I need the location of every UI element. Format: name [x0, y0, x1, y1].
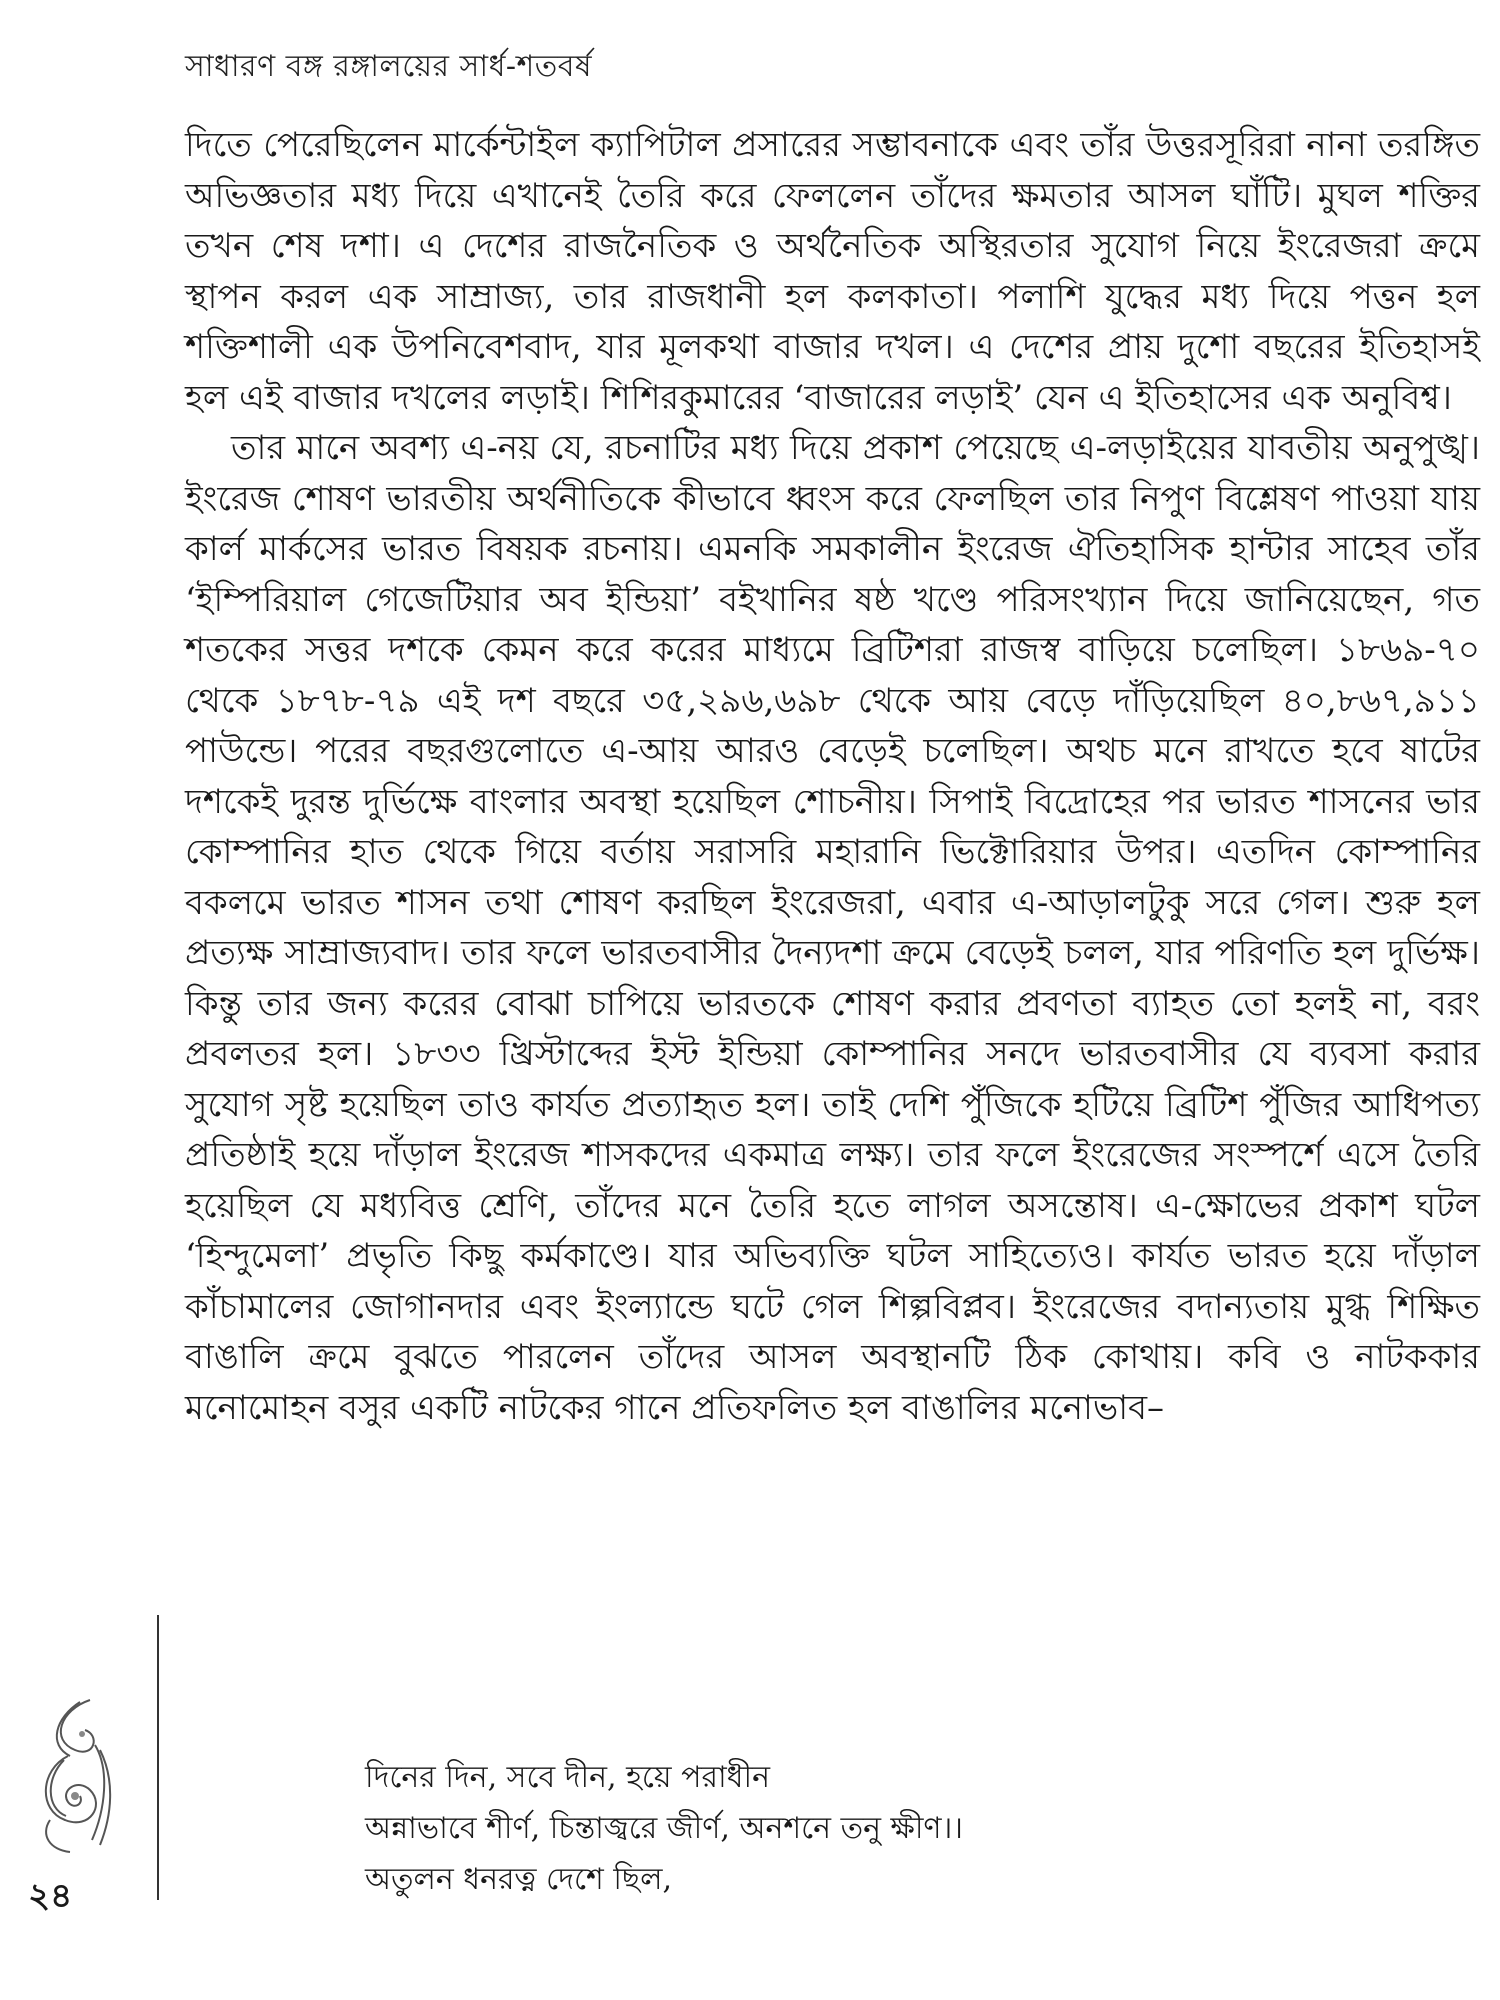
body-text	[185, 120, 1480, 1433]
verse-quote	[365, 1752, 963, 1905]
decorative-swirl-icon	[20, 1690, 120, 1860]
verse-line-3: অতুলন ধনরত্ন দেশে ছিল,	[365, 1862, 672, 1897]
paragraph-1: দিতে পেরেছিলেন মার্কেন্টাইল ক্যাপিটাল প্রসারের সম্ভাবনাকে এবং তাঁর উত্তরসূরিরা নানা তরঙ্গিত অভিজ্ঞতার মধ্য দিয়ে এখানেই তৈরি করে ফেললেন তাঁদের ক্ষমতার আসল ঘাঁটি। মুঘল শক্তির তখন শেষ দশা। এ দেশের রাজনৈতিক ও অর্থনৈতিক অস্থিরতার সুযোগ নিয়ে ইংরেজরা ক্রমে স্থাপন করল এক সাম্রাজ্য, তার রাজধানী হল কলকাতা। পলাশি যুদ্ধের মধ্য দিয়ে পত্তন হল শক্তিশালী এক উপনিবেশবাদ, যার মূলকথা বাজার দখল। এ দেশের প্রায় দুশো বছরের ইতিহাসই হল এই বাজার দখলের লড়াই। শিশিরকুমারের ‘বাজারের লড়াই’ যেন এ ইতিহাসের এক অনুবিশ্ব।	[185, 125, 1480, 418]
margin-rule	[157, 1615, 159, 1900]
paragraph-2: তার মানে অবশ্য এ-নয় যে, রচনাটির মধ্য দিয়ে প্রকাশ পেয়েছে এ-লড়াইয়ের যাবতীয় অনুপুঙ্খ। ইংরেজ শোষণ ভারতীয় অর্থনীতিকে কীভাবে ধ্বংস করে ফেলছিল তার নিপুণ বিশ্লেষণ পাওয়া যায় কার্ল মার্কসের ভারত বিষয়ক রচনায়। এমনকি সমকালীন ইংরেজ ঐতিহাসিক হান্টার সাহেব তাঁর ‘ইম্পিরিয়াল গেজেটিয়ার অব ইন্ডিয়া’ বইখানির ষষ্ঠ খণ্ডে পরিসংখ্যান দিয়ে জানিয়েছেন, গত শতকের সত্তর দশকে কেমন করে করের মাধ্যমে ব্রিটিশরা রাজস্ব বাড়িয়ে চলেছিল। ১৮৬৯-৭০ থেকে ১৮৭৮-৭৯ এই দশ বছরে ৩৫,২৯৬,৬৯৮ থেকে আয় বেড়ে দাঁড়িয়েছিল ৪০,৮৬৭,৯১১ পাউন্ডে। পরের বছরগুলোতে এ-আয় আরও বেড়েই চলেছিল। অথচ মনে রাখতে হবে ষাটের দশকেই দুরন্ত দুর্ভিক্ষে বাংলার অবস্থা হয়েছিল শোচনীয়। সিপাই বিদ্রোহের পর ভারত শাসনের ভার কোম্পানির হাত থেকে গিয়ে বর্তায় সরাসরি মহারানি ভিক্টোরিয়ার উপর। এতদিন কোম্পানির বকলমে ভারত শাসন তথা শোষণ করছিল ইংরেজরা, এবার এ-আড়ালটুকু সরে গেল। শুরু হল প্রত্যক্ষ সাম্রাজ্যবাদ। তার ফলে ভারতবাসীর দৈন্যদশা ক্রমে বেড়েই চলল, যার পরিণতি হল দুর্ভিক্ষ। কিন্তু তার জন্য করের বোঝা চাপিয়ে ভারতকে শোষণ করার প্রবণতা ব্যাহত তো হলই না, বরং প্রবলতর হল। ১৮৩৩ খ্রিস্টাব্দের ইস্ট ইন্ডিয়া কোম্পানির সনদে ভারতবাসীর যে ব্যবসা করার সুযোগ সৃষ্ট হয়েছিল তাও কার্যত প্রত্যাহৃত হল। তাই দেশি পুঁজিকে হটিয়ে ব্রিটিশ পুঁজির আধিপত্য প্রতিষ্ঠাই হয়ে দাঁড়াল ইংরেজ শাসকদের একমাত্র লক্ষ্য। তার ফলে ইংরেজের সংস্পর্শে এসে তৈরি হয়েছিল যে মধ্যবিত্ত শ্রেণি, তাঁদের মনে তৈরি হতে লাগল অসন্তোষ। এ-ক্ষোভের প্রকাশ ঘটল ‘হিন্দুমেলা’ প্রভৃতি কিছু কর্মকাণ্ডে। যার অভিব্যক্তি ঘটল সাহিত্যেও। কার্যত ভারত হয়ে দাঁড়াল কাঁচামালের জোগানদার এবং ইংল্যান্ডে ঘটে গেল শিল্পবিপ্লব। ইংরেজের বদান্যতায় মুগ্ধ শিক্ষিত বাঙালি ক্রমে বুঝতে পারলেন তাঁদের আসল অবস্থানটি ঠিক কোথায়। কবি ও নাটককার মনোমোহন বসুর একটি নাটকের গানে প্রতিফলিত হল বাঙালির মনোভাব–	[185, 428, 1480, 1428]
page-number: ২৪	[28, 1876, 73, 1916]
verse-line-1: দিনের দিন, সবে দীন, হয়ে পরাধীন	[365, 1760, 770, 1795]
running-head: সাধারণ বঙ্গ রঙ্গালয়ের সার্ধ-শতবর্ষ	[185, 49, 593, 84]
verse-line-2: অন্নাভাবে শীর্ণ, চিন্তাজ্বরে জীর্ণ, অনশনে তনু ক্ষীণ।।	[365, 1811, 964, 1846]
